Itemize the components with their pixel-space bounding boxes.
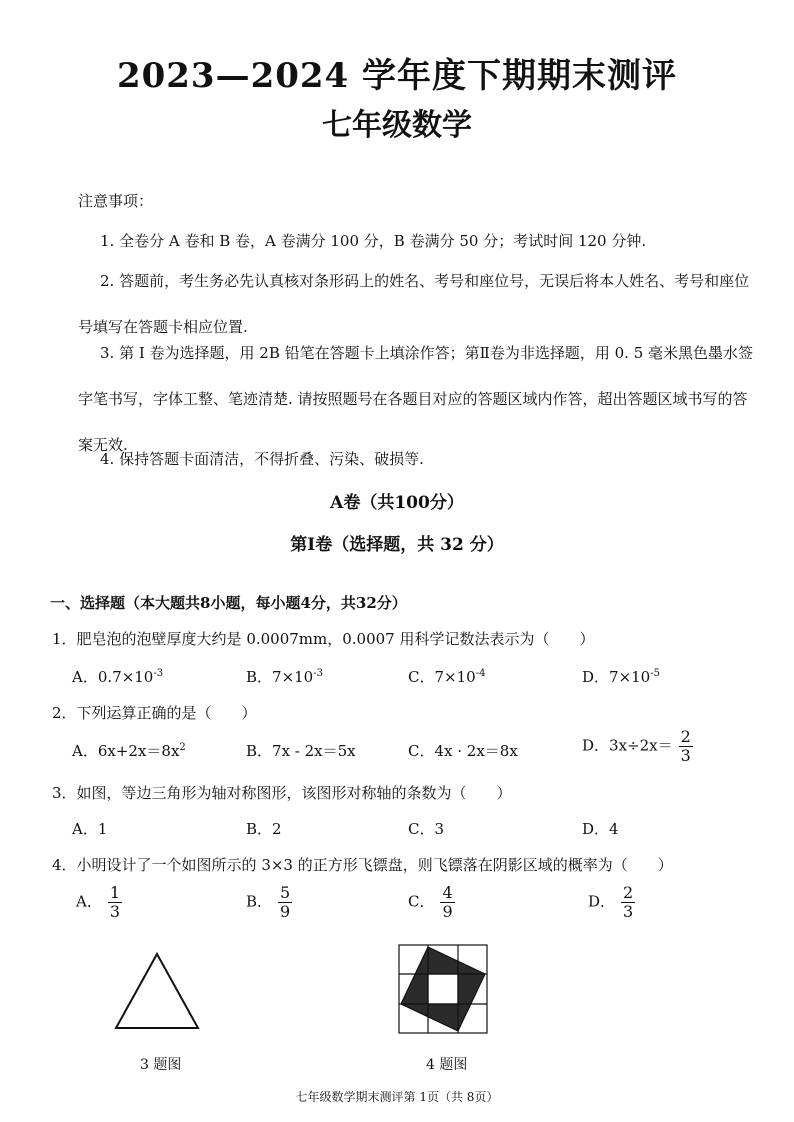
option-label: B． — [246, 892, 273, 911]
question-2-stem: 2．下列运算正确的是（ ） — [52, 704, 257, 722]
option-label: C． — [408, 668, 435, 686]
fraction — [278, 884, 292, 921]
part-1-title: 第Ⅰ卷（选择题，共 32 分） — [290, 535, 504, 555]
fraction-denominator: 3 — [623, 902, 634, 921]
question-2-option-c[interactable] — [408, 740, 518, 761]
option-label: B． — [246, 742, 273, 760]
option-exponent: 2 — [179, 742, 186, 753]
question-1-option-c[interactable] — [408, 666, 485, 687]
center-cell — [428, 974, 458, 1004]
notice-item-4: 4. 保持答题卡面清洁，不得折叠、污染、破损等. — [100, 450, 424, 468]
option-text: 0.7×10 — [97, 668, 154, 686]
notice-heading: 注意事项： — [78, 192, 154, 210]
option-label: A． — [72, 668, 98, 686]
figure-3-triangle — [112, 950, 202, 1032]
option-text: 7×10 — [434, 668, 476, 686]
option-text: 6x+2x＝8x — [97, 742, 180, 760]
triangle-shape — [116, 954, 198, 1028]
question-2-option-b[interactable] — [246, 740, 356, 761]
option-label: D． — [582, 668, 610, 686]
option-label: B． — [246, 668, 273, 686]
question-1-option-b[interactable] — [246, 666, 323, 687]
option-exponent: -5 — [650, 668, 660, 679]
option-label: C． — [408, 892, 435, 911]
question-3-option-b[interactable]: B．2 — [246, 820, 282, 838]
question-4-stem: 4．小明设计了一个如图所示的 3×3 的正方形飞镖盘，则飞镖落在阴影区域的概率为（ ） — [52, 856, 673, 874]
question-2-option-d[interactable] — [582, 728, 693, 765]
question-4-option-c[interactable] — [408, 884, 455, 921]
question-3-option-d[interactable]: D．4 — [582, 820, 619, 838]
notice-item-3: 3. 第 Ⅰ 卷为选择题，用 2B 铅笔在答题卡上填涂作答；第Ⅱ卷为非选择题，用 0. 5 毫米黑色墨水签字笔书写，字体工整、笔迹清楚. 请按照题号在各题目对应的答题区域内作答，超出答题区域书写的答案无效. — [78, 344, 754, 454]
question-1-stem: 1．肥皂泡的泡壁厚度大约是 0.0007mm，0.0007 用科学记数法表示为（ ） — [52, 630, 595, 648]
fraction-denominator: 9 — [280, 902, 291, 921]
option-label: D． — [582, 736, 610, 755]
option-exponent: -3 — [313, 668, 323, 679]
question-1-option-a[interactable] — [72, 666, 163, 687]
option-exponent: -4 — [475, 668, 486, 679]
part-heading: 一、选择题（本大题共8小题，每小题4分，共32分） — [50, 594, 407, 612]
page-subtitle: 七年级数学 — [322, 108, 472, 143]
notice-item-2: 2. 答题前，考生务必先认真核对条形码上的姓名、考号和座位号，无误后将本人姓名、考号和座位号填写在答题卡相应位置. — [78, 272, 750, 336]
notice-item-1: 1. 全卷分 A 卷和 B 卷，A 卷满分 100 分，B 卷满分 50 分；考试时间 120 分钟. — [100, 232, 647, 250]
option-text: 4x · 2x＝8x — [434, 742, 518, 760]
option-label: D． — [588, 892, 616, 911]
question-4-option-d[interactable] — [588, 884, 635, 921]
fraction — [679, 728, 693, 765]
question-4-option-b[interactable] — [246, 884, 292, 921]
page-title: 2023—2024 学年度下期期末测评 — [116, 56, 678, 96]
question-3-stem: 3．如图，等边三角形为轴对称图形，该图形对称轴的条数为（ ） — [52, 784, 512, 802]
fraction — [621, 884, 635, 921]
option-label: A． — [76, 892, 102, 911]
figure-4-dartboard — [398, 944, 488, 1034]
question-3-option-c[interactable]: C．3 — [408, 820, 445, 838]
option-exponent: -3 — [153, 668, 164, 679]
fraction-numerator: 1 — [109, 883, 121, 902]
option-text: 7×10 — [272, 668, 314, 686]
fraction-numerator: 5 — [280, 883, 291, 902]
option-text: 7×10 — [609, 668, 651, 686]
option-label: C． — [408, 742, 435, 760]
fraction-numerator: 4 — [442, 883, 453, 902]
question-4-option-a[interactable] — [76, 884, 122, 921]
fraction-numerator: 2 — [680, 727, 691, 746]
figure-3-caption: 3 题图 — [140, 1057, 182, 1073]
option-label: A． — [72, 742, 98, 760]
option-text: 3x÷2x＝ — [609, 736, 673, 755]
fraction — [108, 884, 122, 921]
fraction-denominator: 9 — [442, 902, 453, 921]
fraction-denominator: 3 — [680, 746, 691, 765]
section-a-title: A卷（共100分） — [330, 493, 464, 513]
fraction-denominator: 3 — [109, 902, 121, 921]
fraction-numerator: 2 — [623, 883, 634, 902]
page-footer: 七年级数学期末测评第 1页（共 8页） — [295, 1090, 499, 1104]
question-3-option-a[interactable]: A．1 — [72, 820, 108, 838]
figure-4-caption: 4 题图 — [426, 1057, 468, 1073]
question-1-option-d[interactable] — [582, 666, 660, 687]
option-text: 7x - 2x＝5x — [272, 742, 356, 760]
fraction — [440, 884, 454, 921]
question-2-option-a[interactable] — [72, 740, 186, 761]
